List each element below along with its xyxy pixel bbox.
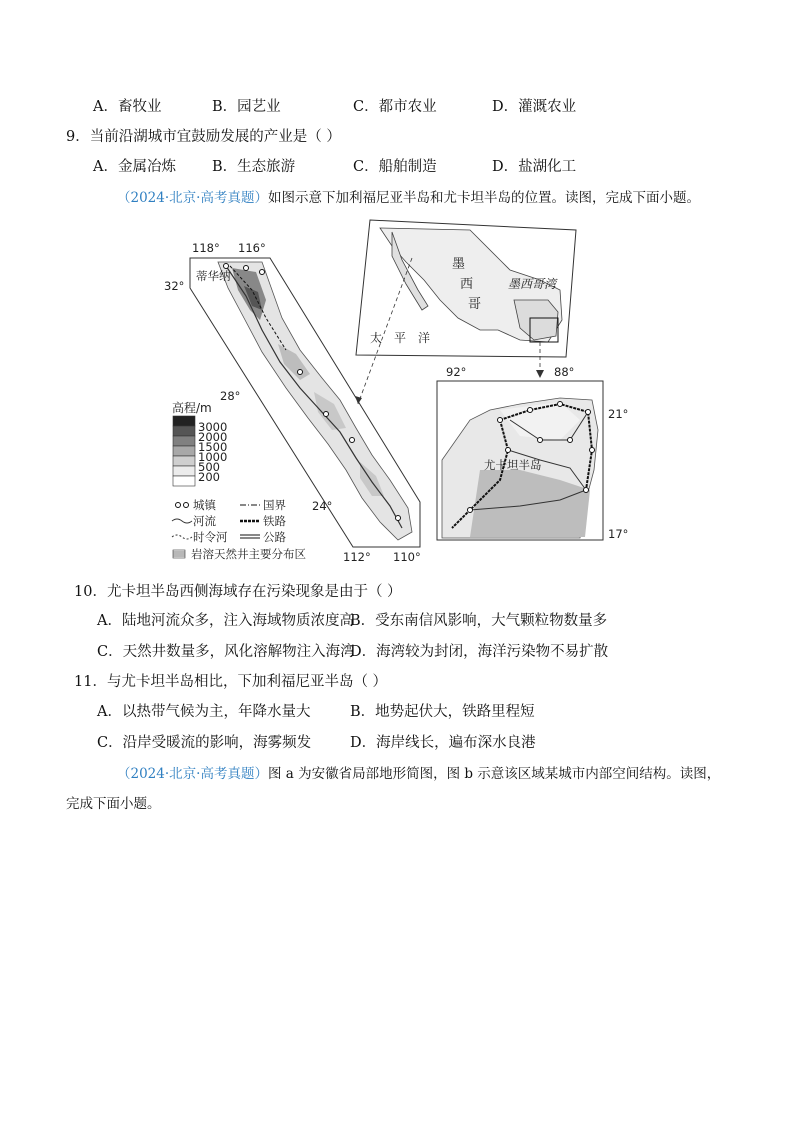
q9-option-d: D．盐湖化工 [492,159,577,175]
karst-well-area-icon [173,550,185,558]
legend-item-seasonal-river: 时令河 [193,530,228,544]
q9-option-a: A．金属冶炼 [93,159,176,175]
q11-option-c: C．沿岸受暖流的影响，海雾频发 [97,735,312,751]
overview-label-tai: 太 [370,331,383,345]
lat-label-17: 17° [608,527,629,541]
lat-label-21: 21° [608,407,629,421]
yucatan-label: 尤卡坦半岛 [484,458,542,472]
q10-options-row-2 [0,642,800,662]
legend-item-border: 国界 [263,498,286,512]
legend-title: 高程/m [172,401,212,415]
seasonal-river-icon [172,535,192,539]
legend-item-railway: 铁路 [263,514,286,528]
lon-label-88: 88° [554,365,575,379]
q11-options-row-2 [0,733,800,753]
q8-option-b: B．园艺业 [212,99,281,115]
river-icon [172,519,192,523]
lon-label-116: 116° [238,241,266,255]
q9-option-c: C．船舶制造 [353,159,437,175]
q11-option-d: D．海岸线长，遍布深水良港 [350,735,536,751]
lat-label-24: 24° [312,499,333,513]
q10-option-d: D．海湾较为封闭，海洋污染物不易扩散 [350,644,609,660]
lon-label-92: 92° [446,365,467,379]
legend-level-1500: 1500 [198,440,228,454]
lat-label-28: 28° [220,389,241,403]
legend-item-road: 公路 [263,530,286,544]
legend-item-karst-wells: 岩溶天然井主要分布区 [191,547,306,561]
q10-option-a: A．陆地河流众多，注入海域物质浓度高 [97,613,354,629]
town-icon [176,503,189,508]
overview-label-xi: 西 [460,277,474,292]
lon-label-112: 112° [343,550,371,564]
legend-level-500: 500 [198,460,220,474]
overview-label-gulf: 墨西哥湾 [508,277,557,291]
q10-option-c: C．天然井数量多，风化溶解物注入海湾 [97,644,355,660]
intro-text: 如图示意下加利福尼亚半岛和尤卡坦半岛的位置。读图，完成下面小题。 [267,190,700,206]
lat-label-32: 32° [164,279,185,293]
q8-option-c: C．都市农业 [353,99,437,115]
legend-level-3000: 3000 [198,420,228,434]
q11-options-row-1 [0,702,800,722]
q11-option-a: A．以热带气候为主，年降水量大 [97,704,311,720]
yucatan-panel [437,365,628,541]
overview-label-ping: 平 [394,331,407,345]
intro-text-2: 图 a 为安徽省局部地形简图，图 b 示意该区域某城市内部空间结构。读图， [267,766,721,782]
q9-option-b: B．生态旅游 [212,159,296,175]
source-citation: （2024·北京·高考真题） [117,190,268,206]
legend-level-200: 200 [198,470,220,484]
legend-item-town: 城镇 [193,498,216,512]
road-icon [240,535,260,538]
overview-label-mo: 墨 [452,257,466,272]
q10-options-row-1 [0,611,800,631]
source-citation-2: （2024·北京·高考真题） [117,766,268,782]
lon-label-110: 110° [393,550,421,564]
legend-item-river: 河流 [193,514,216,528]
city-label-tijuana: 蒂华纳 [196,269,231,283]
q8-option-d: D．灌溉农业 [492,99,577,115]
intro-paragraph-2 [117,764,720,784]
intro-paragraph-2-cont: 完成下面小题。 [66,796,161,812]
q8-option-a: A．畜牧业 [93,99,162,115]
q10-option-b: B．受东南信风影响，大气颗粒物数量多 [350,613,608,629]
q9-stem: 9．当前沿湖城市宜鼓励发展的产业是（ ） [66,129,341,145]
lon-label-118: 118° [192,241,220,255]
legend-level-2000: 2000 [198,430,228,444]
overview-label-yang: 洋 [418,331,431,345]
legend-level-1000: 1000 [198,450,228,464]
q11-stem: 11．与尤卡坦半岛相比，下加利福尼亚半岛（ ） [74,674,388,690]
overview-label-ge: 哥 [468,297,482,312]
q11-option-b: B．地势起伏大，铁路里程短 [350,704,535,720]
q10-stem: 10．尤卡坦半岛西侧海域存在污染现象是由于（ ） [74,584,402,600]
